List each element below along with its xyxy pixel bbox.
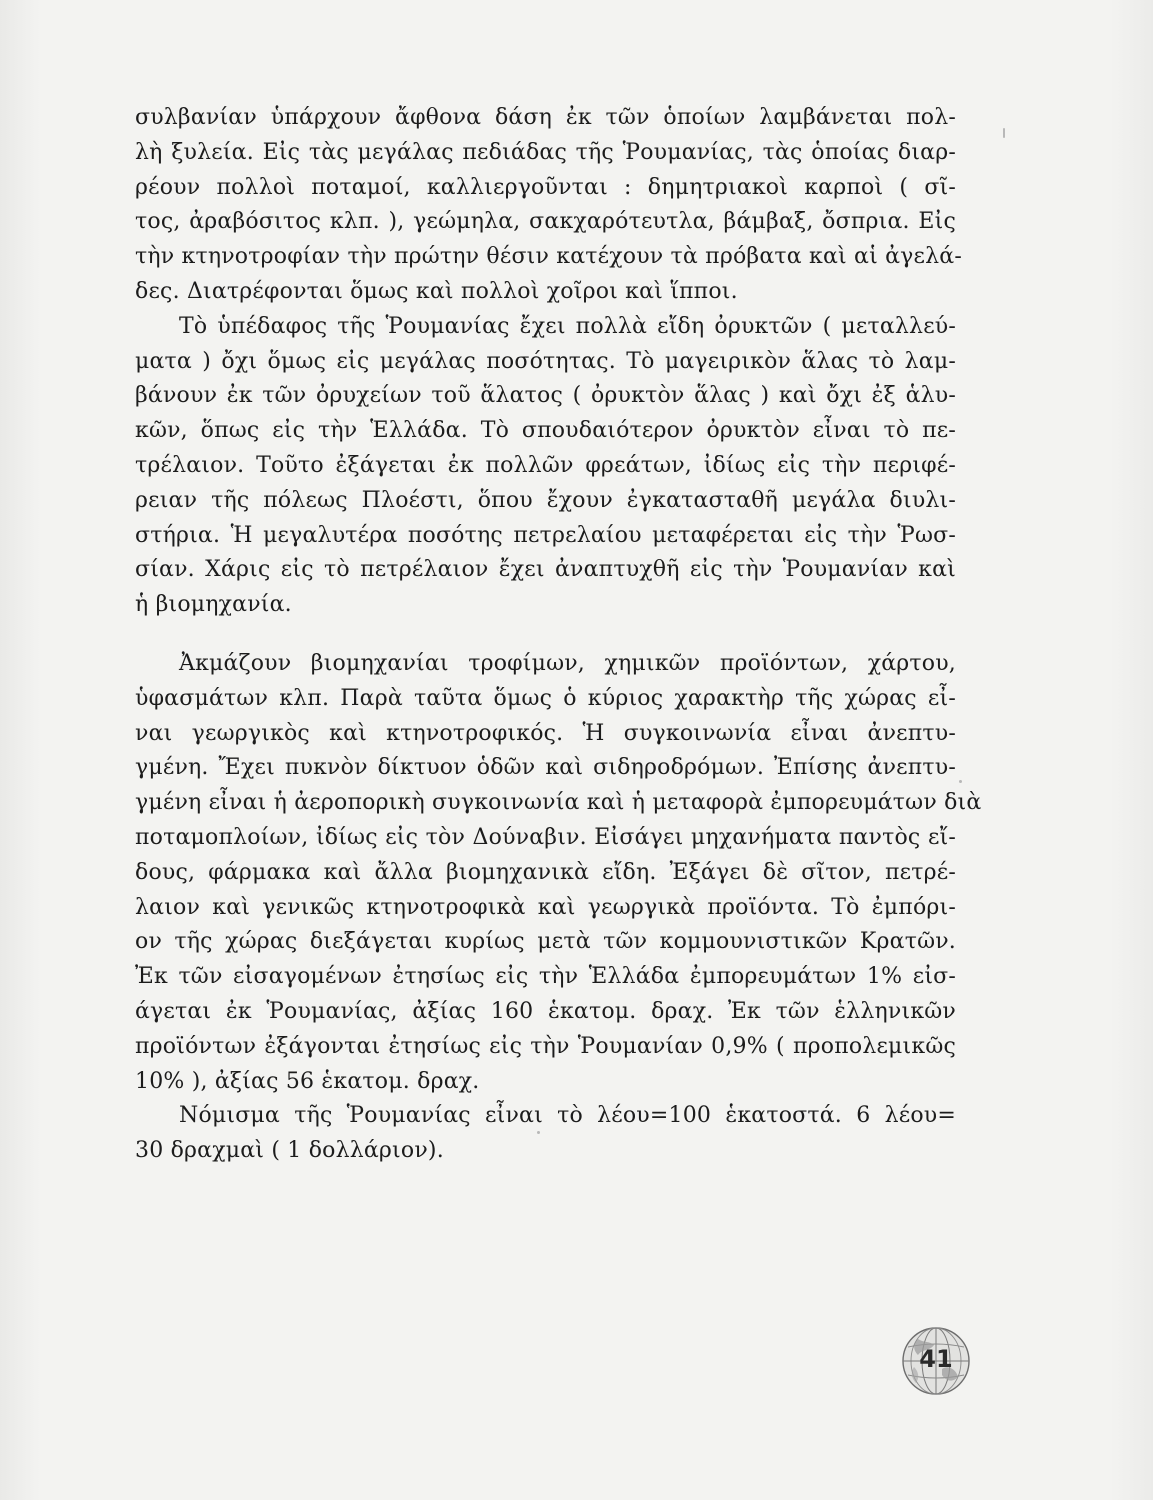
text-line: 30 δραχμαὶ ( 1 δολλάριον). [135, 1138, 444, 1164]
text-line: ἡ βιομηχανία. [135, 592, 292, 618]
text-line: γμένη. Ἔχει πυκνὸν δίκτυον ὁδῶν καὶ σιδηροδρόμων. Ἐπίσης ἀνεπτυ- [135, 755, 956, 781]
text-line: τὴν κτηνοτροφίαν τὴν πρώτην θέσιν κατέχουν τὰ πρόβατα καὶ αἱ ἀγελά- [135, 244, 962, 270]
text-line: λὴ ξυλεία. Εἰς τὰς μεγάλας πεδιάδας τῆς Ῥουμανίας, τὰς ὁποίας διαρ- [135, 139, 956, 165]
text-line: σίαν. Χάρις εἰς τὸ πετρέλαιον ἔχει ἀναπτυχθῆ εἰς τὴν Ῥουμανίαν καὶ [135, 557, 956, 583]
paper-speck [1003, 128, 1005, 138]
text-line: συλβανίαν ὑπάρχουν ἄφθονα δάση ἐκ τῶν ὁποίων λαμβάνεται πολ- [135, 105, 956, 130]
paper-speck [959, 780, 962, 783]
text-line: γμένη εἶναι ἡ ἀεροπορικὴ συγκοινωνία καὶ ἡ μεταφορὰ ἐμπορευμάτων διὰ [135, 790, 982, 816]
text-line: Τὸ ὑπέδαφος τῆς Ῥουμανίας ἔχει πολλὰ εἴδη ὀρυκτῶν ( μεταλλεύ- [179, 313, 956, 339]
paper-speck [537, 1131, 540, 1134]
text-line: λαιον καὶ γενικῶς κτηνοτροφικὰ καὶ γεωργικὰ προϊόντα. Τὸ ἐμπόρι- [135, 894, 956, 920]
paragraph-industry-trade [135, 647, 982, 1099]
text-block-upper [135, 101, 962, 623]
paragraph-agriculture [135, 101, 962, 310]
text-line: Ἀκμάζουν βιομηχανίαι τροφίμων, χημικῶν προϊόντων, χάρτου, [179, 651, 956, 676]
text-line: ον τῆς χώρας διεξάγεται κυρίως μετὰ τῶν κομμουνιστικῶν Κρατῶν. [135, 929, 956, 955]
text-line: προϊόντων ἐξάγονται ἐτησίως εἰς τὴν Ῥουμανίαν 0,9% ( προπολεμικῶς [135, 1033, 956, 1059]
text-line: τρέλαιον. Τοῦτο ἐξάγεται ἐκ πολλῶν φρεάτων, ἰδίως εἰς τὴν περιφέ- [135, 452, 956, 478]
text-line: ποταμοπλοίων, ἰδίως εἰς τὸν Δούναβιν. Εἰσάγει μηχανήματα παντὸς εἴ- [135, 824, 956, 850]
text-line: τος, ἀραβόσιτος κλπ. ), γεώμηλα, σακχαρότευτλα, βάμβαξ, ὄσπρια. Εἰς [135, 209, 956, 235]
text-line: ναι γεωργικὸς καὶ κτηνοτροφικός. Ἡ συγκοινωνία εἶναι ἀνεπτυ- [135, 720, 956, 746]
text-line: 10% ), ἀξίας 56 ἑκατομ. δραχ. [135, 1068, 480, 1094]
text-line: δες. Διατρέφονται ὅμως καὶ πολλοὶ χοῖροι καὶ ἵπποι. [135, 278, 738, 304]
text-line: Ἐκ τῶν εἰσαγομένων ἐτησίως εἰς τὴν Ἑλλάδα ἐμπορευμάτων 1% εἰσ- [135, 964, 956, 990]
text-line: Νόμισμα τῆς Ῥουμανίας εἶναι τὸ λέου=100 ἑκατοστά. 6 λέου= [179, 1103, 956, 1129]
text-line: ρειαν τῆς πόλεως Πλοέστι, ὅπου ἔχουν ἐγκατασταθῆ μεγάλα διυλι- [135, 487, 956, 513]
paragraph-currency [135, 1099, 956, 1169]
paragraph-minerals [135, 310, 956, 623]
page-number-badge [900, 1325, 972, 1397]
text-line: άγεται ἐκ Ῥουμανίας, ἀξίας 160 ἑκατομ. δραχ. Ἐκ τῶν ἑλληνικῶν [135, 998, 956, 1024]
page-number: 41 [919, 1345, 953, 1373]
text-line: ρέουν πολλοὶ ποταμοί, καλλιεργοῦνται : δημητριακοὶ καρποὶ ( σῖ- [135, 174, 956, 200]
text-block-lower [135, 647, 982, 1169]
text-line: στήρια. Ἡ μεγαλυτέρα ποσότης πετρελαίου μεταφέρεται εἰς τὴν Ῥωσ- [135, 522, 956, 548]
text-line: βάνουν ἐκ τῶν ὀρυχείων τοῦ ἅλατος ( ὀρυκτὸν ἅλας ) καὶ ὄχι ἐξ ἁλυ- [135, 383, 956, 409]
text-line: κῶν, ὅπως εἰς τὴν Ἑλλάδα. Τὸ σπουδαιότερον ὀρυκτὸν εἶναι τὸ πε- [135, 418, 956, 444]
text-line: ὑφασμάτων κλπ. Παρὰ ταῦτα ὅμως ὁ κύριος χαρακτὴρ τῆς χώρας εἶ- [135, 685, 956, 711]
text-line: ματα ) ὄχι ὅμως εἰς μεγάλας ποσότητας. Τὸ μαγειρικὸν ἅλας τὸ λαμ- [135, 348, 956, 374]
text-line: δους, φάρμακα καὶ ἄλλα βιομηχανικὰ εἴδη. Ἐξάγει δὲ σῖτον, πετρέ- [135, 859, 956, 885]
